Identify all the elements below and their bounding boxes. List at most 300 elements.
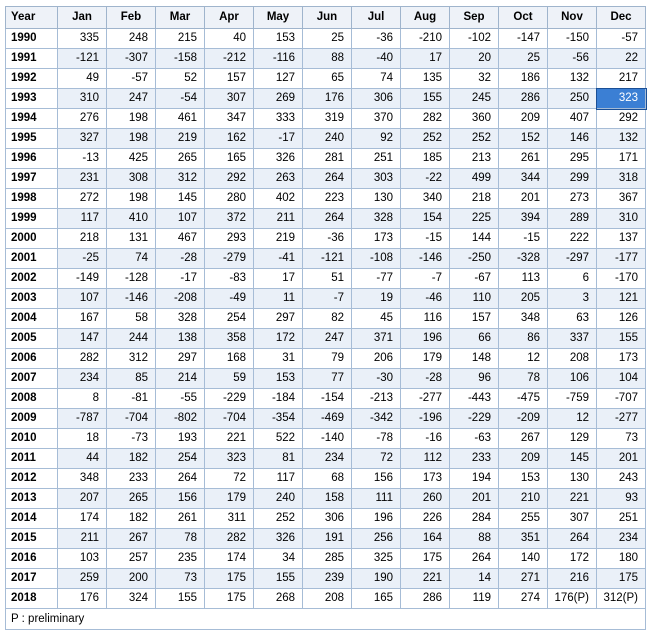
column-header-oct[interactable]: Oct — [499, 7, 548, 29]
table-cell[interactable]: -108 — [352, 249, 401, 269]
table-cell[interactable]: 158 — [303, 489, 352, 509]
row-header-year[interactable]: 2002 — [6, 269, 58, 289]
table-cell[interactable]: 245 — [450, 89, 499, 109]
table-cell[interactable]: -277 — [401, 389, 450, 409]
row-header-year[interactable]: 2005 — [6, 329, 58, 349]
table-cell[interactable]: 81 — [254, 449, 303, 469]
table-cell[interactable]: 307 — [548, 509, 597, 529]
table-cell[interactable]: 256 — [352, 529, 401, 549]
table-cell[interactable]: 153 — [499, 469, 548, 489]
table-cell[interactable]: 201 — [499, 189, 548, 209]
table-cell[interactable]: 6 — [548, 269, 597, 289]
table-cell[interactable]: 172 — [254, 329, 303, 349]
table-cell[interactable]: 348 — [499, 309, 548, 329]
table-cell[interactable]: 198 — [107, 189, 156, 209]
table-cell[interactable]: 211 — [254, 209, 303, 229]
table-cell[interactable]: 131 — [107, 229, 156, 249]
table-cell[interactable]: 282 — [58, 349, 107, 369]
table-cell[interactable]: 25 — [499, 49, 548, 69]
table-cell[interactable]: 306 — [352, 89, 401, 109]
table-cell[interactable]: -277 — [597, 409, 646, 429]
table-cell[interactable]: 333 — [254, 109, 303, 129]
table-cell[interactable]: 162 — [205, 129, 254, 149]
table-cell[interactable]: 193 — [156, 429, 205, 449]
table-cell[interactable]: 310 — [597, 209, 646, 229]
row-header-year[interactable]: 1997 — [6, 169, 58, 189]
row-header-year[interactable]: 1996 — [6, 149, 58, 169]
table-cell[interactable]: 180 — [597, 549, 646, 569]
table-cell[interactable]: 271 — [499, 569, 548, 589]
table-cell[interactable]: 240 — [254, 489, 303, 509]
table-cell[interactable]: 371 — [352, 329, 401, 349]
table-cell[interactable]: -36 — [352, 29, 401, 49]
table-cell[interactable]: 286 — [401, 589, 450, 609]
table-cell[interactable]: 72 — [205, 469, 254, 489]
table-cell[interactable]: -57 — [597, 29, 646, 49]
table-cell[interactable]: 176(P) — [548, 589, 597, 609]
table-cell[interactable]: 344 — [499, 169, 548, 189]
table-cell[interactable]: 19 — [352, 289, 401, 309]
table-cell[interactable]: -279 — [205, 249, 254, 269]
table-cell[interactable]: -177 — [597, 249, 646, 269]
table-cell[interactable]: -57 — [107, 69, 156, 89]
table-cell[interactable]: -146 — [107, 289, 156, 309]
table-cell[interactable]: 63 — [548, 309, 597, 329]
table-cell[interactable]: 157 — [450, 309, 499, 329]
table-cell[interactable]: 17 — [254, 269, 303, 289]
table-cell[interactable]: 182 — [107, 509, 156, 529]
table-cell[interactable]: 254 — [205, 309, 254, 329]
table-cell[interactable]: 268 — [254, 589, 303, 609]
table-cell[interactable]: 148 — [450, 349, 499, 369]
table-cell[interactable]: 165 — [352, 589, 401, 609]
table-cell[interactable]: -802 — [156, 409, 205, 429]
table-cell[interactable]: 265 — [156, 149, 205, 169]
table-cell[interactable]: 172 — [548, 549, 597, 569]
table-cell[interactable]: 340 — [401, 189, 450, 209]
column-header-sep[interactable]: Sep — [450, 7, 499, 29]
row-header-year[interactable]: 2017 — [6, 569, 58, 589]
table-cell[interactable]: 299 — [548, 169, 597, 189]
table-cell[interactable]: -158 — [156, 49, 205, 69]
table-cell[interactable]: 167 — [58, 309, 107, 329]
table-cell[interactable]: 221 — [401, 569, 450, 589]
table-cell[interactable]: 211 — [58, 529, 107, 549]
table-cell[interactable]: 198 — [107, 109, 156, 129]
table-cell[interactable]: 461 — [156, 109, 205, 129]
table-cell[interactable]: 175 — [205, 589, 254, 609]
table-cell[interactable]: 82 — [303, 309, 352, 329]
table-cell[interactable]: -7 — [303, 289, 352, 309]
table-cell[interactable]: 239 — [303, 569, 352, 589]
row-header-year[interactable]: 2009 — [6, 409, 58, 429]
table-cell[interactable]: 218 — [450, 189, 499, 209]
table-cell[interactable]: 214 — [156, 369, 205, 389]
table-cell[interactable]: 156 — [352, 469, 401, 489]
table-cell[interactable]: 306 — [303, 509, 352, 529]
table-cell[interactable]: -250 — [450, 249, 499, 269]
table-cell[interactable]: 285 — [303, 549, 352, 569]
table-cell[interactable]: 200 — [107, 569, 156, 589]
table-cell[interactable]: -146 — [401, 249, 450, 269]
row-header-year[interactable]: 2007 — [6, 369, 58, 389]
table-cell[interactable]: 234 — [303, 449, 352, 469]
table-cell[interactable]: -759 — [548, 389, 597, 409]
row-header-year[interactable]: 2006 — [6, 349, 58, 369]
table-cell[interactable]: 297 — [156, 349, 205, 369]
table-cell[interactable]: 219 — [254, 229, 303, 249]
row-header-year[interactable]: 2014 — [6, 509, 58, 529]
row-header-year[interactable]: 2008 — [6, 389, 58, 409]
table-cell[interactable]: 3 — [548, 289, 597, 309]
table-cell[interactable]: 171 — [597, 149, 646, 169]
table-cell[interactable]: 34 — [254, 549, 303, 569]
table-cell[interactable]: 252 — [401, 129, 450, 149]
table-cell[interactable]: 201 — [450, 489, 499, 509]
table-cell[interactable]: -22 — [401, 169, 450, 189]
table-cell[interactable]: 174 — [205, 549, 254, 569]
table-cell[interactable]: 335 — [58, 29, 107, 49]
table-cell[interactable]: 394 — [499, 209, 548, 229]
table-cell[interactable]: 324 — [107, 589, 156, 609]
table-cell[interactable]: 209 — [499, 109, 548, 129]
table-cell[interactable]: -13 — [58, 149, 107, 169]
table-cell[interactable]: -210 — [401, 29, 450, 49]
table-cell[interactable]: 247 — [303, 329, 352, 349]
table-cell[interactable]: 358 — [205, 329, 254, 349]
table-cell[interactable]: 194 — [450, 469, 499, 489]
table-cell[interactable]: 49 — [58, 69, 107, 89]
table-cell[interactable]: 267 — [107, 529, 156, 549]
table-cell[interactable]: -307 — [107, 49, 156, 69]
table-cell[interactable]: -36 — [303, 229, 352, 249]
table-cell[interactable]: 402 — [254, 189, 303, 209]
table-cell[interactable]: 216 — [548, 569, 597, 589]
table-cell[interactable]: -78 — [352, 429, 401, 449]
table-cell[interactable]: -49 — [205, 289, 254, 309]
table-cell[interactable]: -81 — [107, 389, 156, 409]
table-cell[interactable]: 119 — [450, 589, 499, 609]
table-cell[interactable]: -54 — [156, 89, 205, 109]
table-cell[interactable]: 86 — [499, 329, 548, 349]
row-header-year[interactable]: 2011 — [6, 449, 58, 469]
table-cell[interactable]: 347 — [205, 109, 254, 129]
table-cell[interactable]: 261 — [499, 149, 548, 169]
table-cell[interactable]: 348 — [58, 469, 107, 489]
table-cell[interactable]: -28 — [401, 369, 450, 389]
table-cell[interactable]: 213 — [450, 149, 499, 169]
table-cell[interactable]: -443 — [450, 389, 499, 409]
table-cell[interactable]: 319 — [303, 109, 352, 129]
table-cell[interactable]: 179 — [401, 349, 450, 369]
table-cell[interactable]: 117 — [254, 469, 303, 489]
table-cell[interactable]: 240 — [303, 129, 352, 149]
table-cell[interactable]: 264 — [450, 549, 499, 569]
table-cell[interactable]: -354 — [254, 409, 303, 429]
column-header-apr[interactable]: Apr — [205, 7, 254, 29]
column-header-aug[interactable]: Aug — [401, 7, 450, 29]
table-cell[interactable]: -16 — [401, 429, 450, 449]
table-cell[interactable]: 407 — [548, 109, 597, 129]
row-header-year[interactable]: 2003 — [6, 289, 58, 309]
table-cell[interactable]: 138 — [156, 329, 205, 349]
table-cell[interactable]: -170 — [597, 269, 646, 289]
table-cell[interactable]: 326 — [254, 529, 303, 549]
column-header-dec[interactable]: Dec — [597, 7, 646, 29]
table-cell[interactable]: 78 — [156, 529, 205, 549]
table-cell[interactable]: 337 — [548, 329, 597, 349]
row-header-year[interactable]: 2001 — [6, 249, 58, 269]
table-cell[interactable]: 127 — [254, 69, 303, 89]
table-cell[interactable]: 257 — [107, 549, 156, 569]
table-cell[interactable]: 307 — [205, 89, 254, 109]
table-cell[interactable]: 147 — [58, 329, 107, 349]
table-cell[interactable]: 78 — [499, 369, 548, 389]
table-cell[interactable]: -73 — [107, 429, 156, 449]
table-cell[interactable]: 107 — [156, 209, 205, 229]
table-cell[interactable]: 8 — [58, 389, 107, 409]
table-cell[interactable]: 175 — [401, 549, 450, 569]
row-header-year[interactable]: 2016 — [6, 549, 58, 569]
table-cell[interactable]: -208 — [156, 289, 205, 309]
table-cell[interactable]: -297 — [548, 249, 597, 269]
row-header-year[interactable]: 1998 — [6, 189, 58, 209]
table-cell[interactable]: 311 — [205, 509, 254, 529]
table-cell[interactable]: 367 — [597, 189, 646, 209]
table-cell[interactable]: 144 — [450, 229, 499, 249]
table-cell[interactable]: 73 — [597, 429, 646, 449]
table-cell[interactable]: 66 — [450, 329, 499, 349]
table-cell[interactable]: 223 — [303, 189, 352, 209]
table-cell[interactable]: -342 — [352, 409, 401, 429]
table-cell[interactable]: 72 — [352, 449, 401, 469]
table-cell[interactable]: -149 — [58, 269, 107, 289]
table-cell[interactable]: 173 — [597, 349, 646, 369]
table-cell[interactable]: 233 — [450, 449, 499, 469]
table-cell[interactable]: 267 — [499, 429, 548, 449]
table-cell[interactable]: -102 — [450, 29, 499, 49]
table-cell[interactable]: 32 — [450, 69, 499, 89]
table-cell[interactable]: -184 — [254, 389, 303, 409]
table-cell[interactable]: 282 — [205, 529, 254, 549]
table-cell[interactable]: 264 — [156, 469, 205, 489]
table-cell[interactable]: 208 — [548, 349, 597, 369]
table-cell[interactable]: 263 — [254, 169, 303, 189]
table-cell[interactable]: 121 — [597, 289, 646, 309]
table-cell[interactable]: -121 — [303, 249, 352, 269]
table-cell[interactable]: 293 — [205, 229, 254, 249]
table-cell[interactable]: 44 — [58, 449, 107, 469]
column-header-feb[interactable]: Feb — [107, 7, 156, 29]
table-cell[interactable]: 68 — [303, 469, 352, 489]
table-cell[interactable]: 312(P) — [597, 589, 646, 609]
table-cell[interactable]: 164 — [401, 529, 450, 549]
table-cell[interactable]: 218 — [58, 229, 107, 249]
table-cell[interactable]: 281 — [303, 149, 352, 169]
column-header-jan[interactable]: Jan — [58, 7, 107, 29]
table-cell[interactable]: 259 — [58, 569, 107, 589]
table-cell[interactable]: 295 — [548, 149, 597, 169]
table-cell[interactable]: 292 — [205, 169, 254, 189]
table-cell[interactable]: 196 — [352, 509, 401, 529]
table-cell[interactable]: -229 — [450, 409, 499, 429]
table-cell[interactable]: -55 — [156, 389, 205, 409]
table-cell[interactable]: 226 — [401, 509, 450, 529]
table-cell[interactable]: 252 — [450, 129, 499, 149]
table-cell[interactable]: 132 — [597, 129, 646, 149]
table-cell[interactable]: 186 — [499, 69, 548, 89]
column-header-nov[interactable]: Nov — [548, 7, 597, 29]
table-cell[interactable]: 137 — [597, 229, 646, 249]
table-cell[interactable]: 286 — [499, 89, 548, 109]
table-cell[interactable]: -17 — [254, 129, 303, 149]
table-cell[interactable]: 173 — [401, 469, 450, 489]
table-cell[interactable]: 73 — [156, 569, 205, 589]
table-cell[interactable]: 155 — [254, 569, 303, 589]
table-cell[interactable]: 18 — [58, 429, 107, 449]
table-cell[interactable]: 25 — [303, 29, 352, 49]
table-cell[interactable]: 231 — [58, 169, 107, 189]
table-cell[interactable]: 233 — [107, 469, 156, 489]
table-cell[interactable]: 328 — [352, 209, 401, 229]
table-cell[interactable]: 130 — [352, 189, 401, 209]
table-cell[interactable]: 155 — [156, 589, 205, 609]
table-cell[interactable]: 155 — [401, 89, 450, 109]
table-cell[interactable]: 103 — [58, 549, 107, 569]
table-cell[interactable]: 145 — [156, 189, 205, 209]
table-cell[interactable]: 17 — [401, 49, 450, 69]
table-cell[interactable]: 235 — [156, 549, 205, 569]
row-header-year[interactable]: 1990 — [6, 29, 58, 49]
table-cell[interactable]: 153 — [254, 29, 303, 49]
table-cell[interactable]: 225 — [450, 209, 499, 229]
table-cell[interactable]: -704 — [107, 409, 156, 429]
table-cell[interactable]: 351 — [499, 529, 548, 549]
table-cell[interactable]: 326 — [254, 149, 303, 169]
table-cell[interactable]: 185 — [401, 149, 450, 169]
table-cell[interactable]: 182 — [107, 449, 156, 469]
table-cell[interactable]: 146 — [548, 129, 597, 149]
table-cell[interactable]: 273 — [548, 189, 597, 209]
table-cell[interactable]: 190 — [352, 569, 401, 589]
table-cell[interactable]: 269 — [254, 89, 303, 109]
table-cell[interactable]: 292 — [597, 109, 646, 129]
table-cell[interactable]: 176 — [303, 89, 352, 109]
table-cell[interactable]: 251 — [352, 149, 401, 169]
table-cell[interactable]: 274 — [499, 589, 548, 609]
table-cell[interactable]: -475 — [499, 389, 548, 409]
table-cell[interactable]: 77 — [303, 369, 352, 389]
table-cell[interactable]: -212 — [205, 49, 254, 69]
table-cell[interactable]: -46 — [401, 289, 450, 309]
table-cell[interactable]: 140 — [499, 549, 548, 569]
table-cell[interactable]: -128 — [107, 269, 156, 289]
table-cell[interactable]: 318 — [597, 169, 646, 189]
table-cell[interactable]: 272 — [58, 189, 107, 209]
table-cell[interactable]: 206 — [352, 349, 401, 369]
table-cell[interactable]: 467 — [156, 229, 205, 249]
table-cell[interactable]: 106 — [548, 369, 597, 389]
table-cell[interactable]: 156 — [156, 489, 205, 509]
table-cell[interactable]: 152 — [499, 129, 548, 149]
table-cell[interactable]: 168 — [205, 349, 254, 369]
table-cell[interactable]: -704 — [205, 409, 254, 429]
row-header-year[interactable]: 2015 — [6, 529, 58, 549]
table-cell[interactable]: 248 — [107, 29, 156, 49]
table-cell[interactable]: 221 — [205, 429, 254, 449]
row-header-year[interactable]: 1992 — [6, 69, 58, 89]
table-cell[interactable]: 372 — [205, 209, 254, 229]
table-cell[interactable]: 425 — [107, 149, 156, 169]
table-cell[interactable]: 175 — [205, 569, 254, 589]
table-cell[interactable]: -56 — [548, 49, 597, 69]
table-cell[interactable]: 22 — [597, 49, 646, 69]
table-cell[interactable]: 499 — [450, 169, 499, 189]
table-cell[interactable]: 234 — [597, 529, 646, 549]
table-cell[interactable]: 126 — [597, 309, 646, 329]
column-header-mar[interactable]: Mar — [156, 7, 205, 29]
row-header-year[interactable]: 2004 — [6, 309, 58, 329]
table-cell[interactable]: -83 — [205, 269, 254, 289]
table-cell[interactable]: -77 — [352, 269, 401, 289]
table-cell[interactable]: 234 — [58, 369, 107, 389]
table-cell[interactable]: 117 — [58, 209, 107, 229]
table-cell[interactable]: 297 — [254, 309, 303, 329]
table-cell[interactable]: 252 — [254, 509, 303, 529]
table-cell[interactable]: -15 — [499, 229, 548, 249]
table-cell[interactable]: 255 — [499, 509, 548, 529]
table-cell[interactable]: 221 — [548, 489, 597, 509]
column-header-jun[interactable]: Jun — [303, 7, 352, 29]
table-cell[interactable]: 410 — [107, 209, 156, 229]
column-header-jul[interactable]: Jul — [352, 7, 401, 29]
table-cell[interactable]: 40 — [205, 29, 254, 49]
table-cell[interactable]: -67 — [450, 269, 499, 289]
table-cell[interactable]: 157 — [205, 69, 254, 89]
row-header-year[interactable]: 1994 — [6, 109, 58, 129]
table-cell[interactable]: -209 — [499, 409, 548, 429]
table-cell[interactable]: 116 — [401, 309, 450, 329]
table-cell[interactable]: 45 — [352, 309, 401, 329]
table-cell[interactable]: 264 — [548, 529, 597, 549]
row-header-year[interactable]: 2000 — [6, 229, 58, 249]
table-cell[interactable]: 104 — [597, 369, 646, 389]
table-cell[interactable]: 205 — [499, 289, 548, 309]
table-cell[interactable]: 217 — [597, 69, 646, 89]
table-cell[interactable]: 264 — [303, 169, 352, 189]
table-cell[interactable]: 250 — [548, 89, 597, 109]
table-cell[interactable]: 59 — [205, 369, 254, 389]
table-cell[interactable]: 308 — [107, 169, 156, 189]
table-cell[interactable]: 154 — [401, 209, 450, 229]
column-header-year[interactable]: Year — [6, 7, 58, 29]
table-cell[interactable]: -116 — [254, 49, 303, 69]
table-cell[interactable]: 31 — [254, 349, 303, 369]
table-cell[interactable]: 111 — [352, 489, 401, 509]
table-cell[interactable]: 282 — [401, 109, 450, 129]
table-cell[interactable]: -150 — [548, 29, 597, 49]
table-cell[interactable]: 130 — [548, 469, 597, 489]
table-cell[interactable]: 276 — [58, 109, 107, 129]
table-cell[interactable]: 210 — [499, 489, 548, 509]
table-cell[interactable]: 135 — [401, 69, 450, 89]
table-cell[interactable]: 58 — [107, 309, 156, 329]
table-cell[interactable]: 247 — [107, 89, 156, 109]
table-cell[interactable]: 155 — [597, 329, 646, 349]
table-cell[interactable]: -15 — [401, 229, 450, 249]
table-cell[interactable]: 198 — [107, 129, 156, 149]
table-cell[interactable]: 215 — [156, 29, 205, 49]
